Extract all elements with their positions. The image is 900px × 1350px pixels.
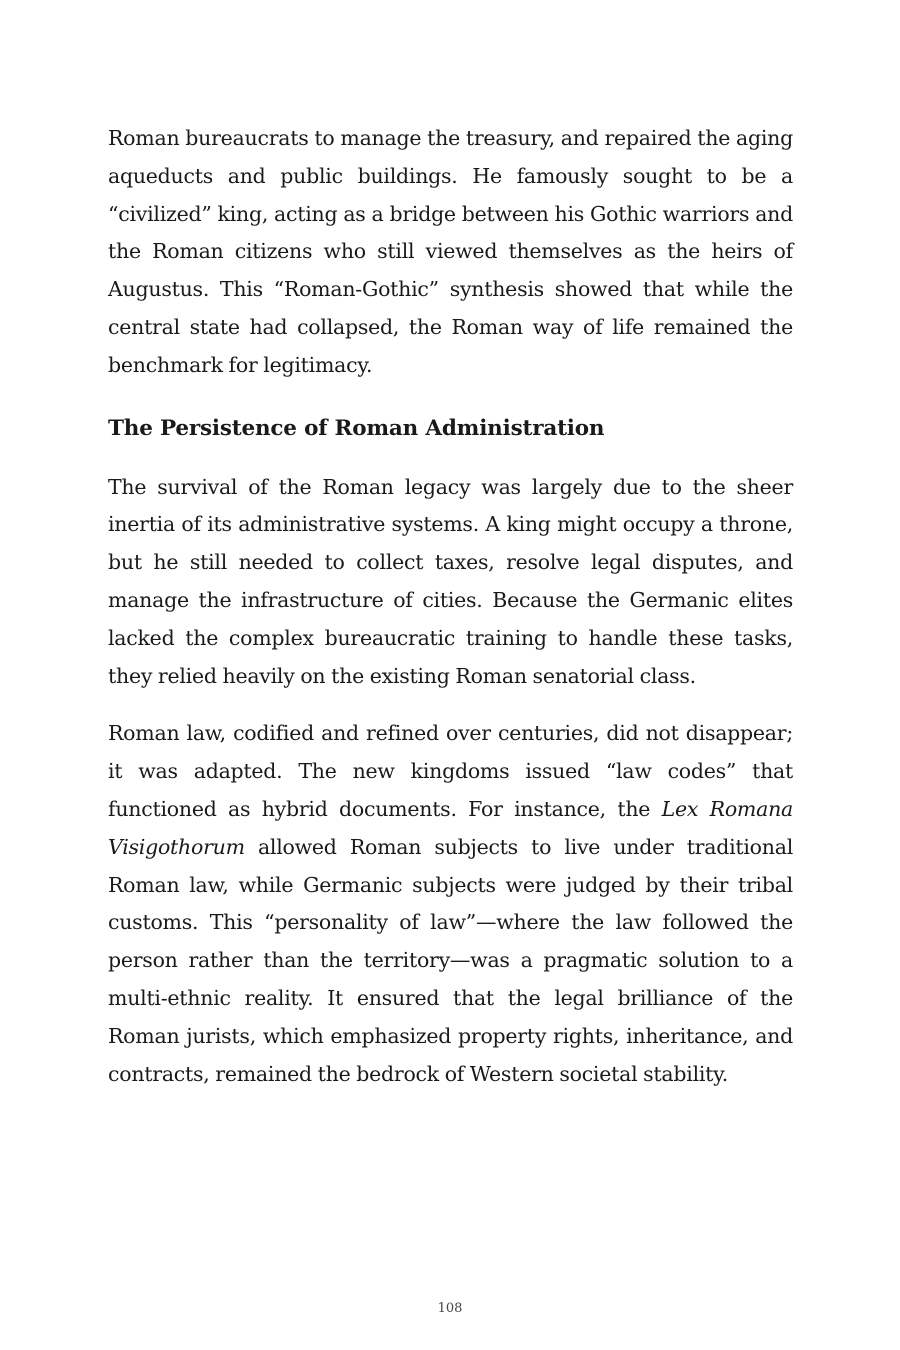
page-number: 108 xyxy=(437,1301,463,1316)
paragraph-3 xyxy=(108,715,793,1093)
paragraph-3-text-before: Roman law, codified and refined over centuries, did not disappear; it was adapted. The new kingdoms issued “law codes” that functioned as hybrid documents. For instance, the xyxy=(108,721,793,821)
section-heading: The Persistence of Roman Administration xyxy=(108,415,605,441)
italic-title: Lex Romana Visigothorum xyxy=(108,796,794,859)
paragraph-2: The survival of the Roman legacy was largely due to the sheer inertia of its administrative systems. A king might occupy a throne, but he still needed to collect taxes, resolve legal disputes, and manage the infrastructure of cities. Because the Germanic elites lacked the complex bureaucratic training to handle these tasks, they relied heavily on the existing Roman senatorial class. xyxy=(108,474,793,688)
page-body xyxy=(108,120,793,1093)
paragraph-3-text-after: allowed Roman subjects to live under traditional Roman law, while Germanic subjects were judged by their tribal customs. This “personality of law”—where the law followed the person rather than the territory—was a pragmatic solution to a multi-ethnic reality. It ensured that the legal brilliance of the Roman jurists, which emphasized property rights, inheritance, and contracts, remained the bedrock of Western societal stability. xyxy=(108,834,793,1086)
paragraph-1: Roman bureaucrats to manage the treasury, and repaired the aging aqueducts and public buildings. He famously sought to be a “civilized” king, acting as a bridge between his Gothic warriors and the Roman citizens who still viewed themselves as the heirs of Augustus. This “Roman-Gothic” synthesis showed that while the central state had collapsed, the Roman way of life remained the benchmark for legitimacy. xyxy=(108,126,793,377)
